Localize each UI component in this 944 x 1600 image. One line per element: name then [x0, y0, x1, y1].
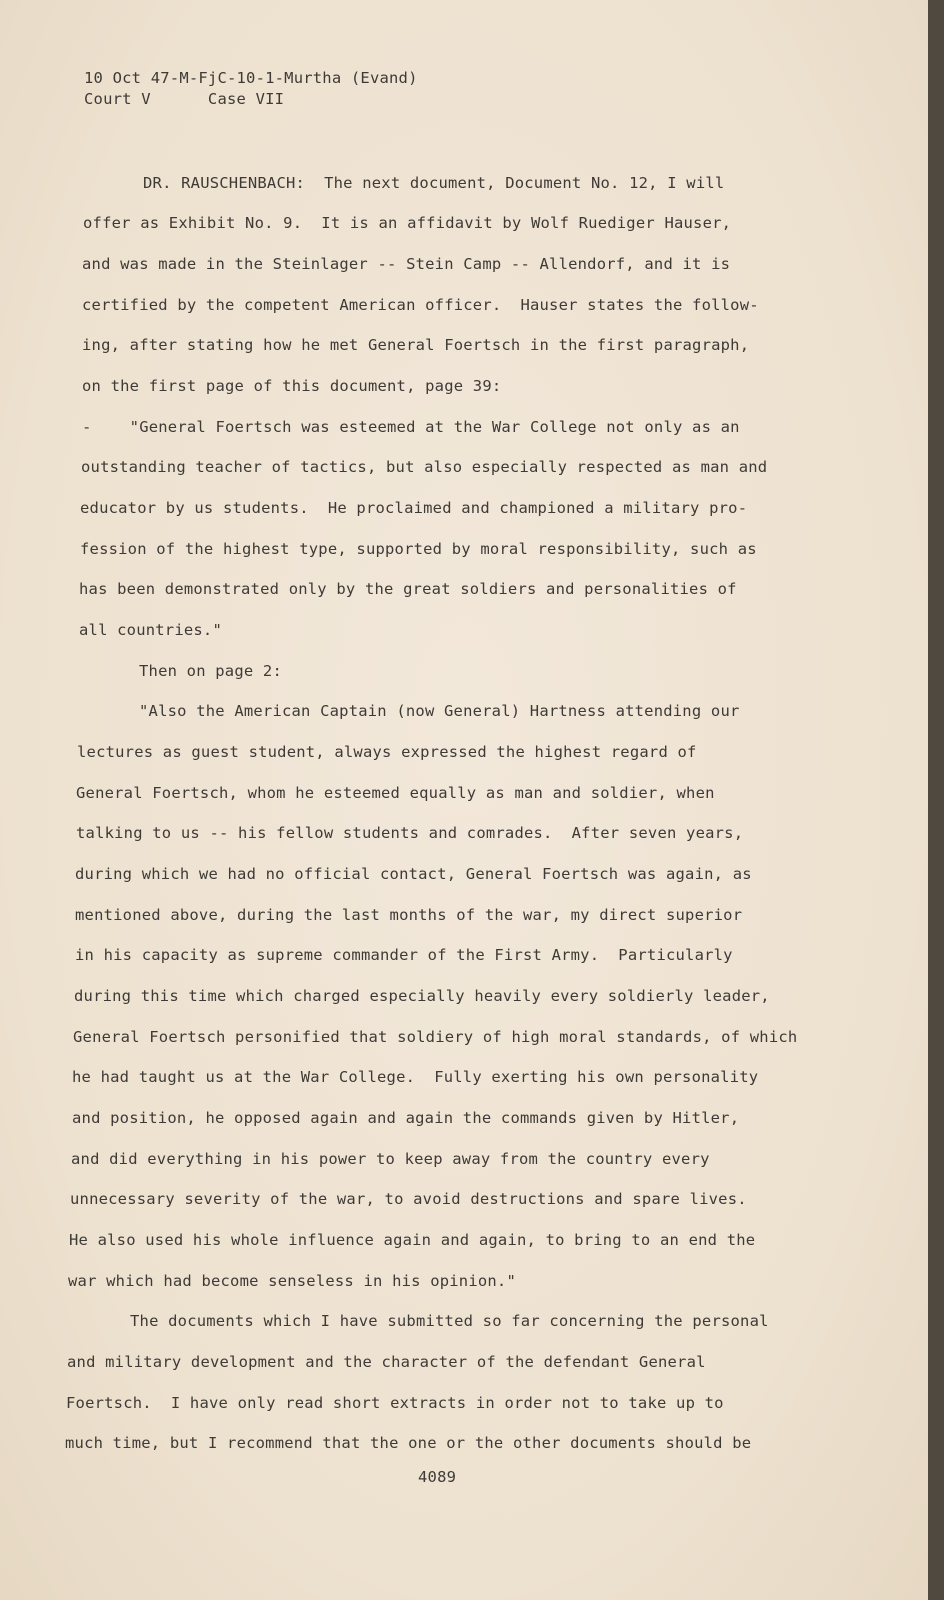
text-line: and military development and the character of the defendant General: [67, 1353, 706, 1371]
text-line: fession of the highest type, supported by moral responsibility, such as: [80, 540, 757, 558]
page-number: 4089: [418, 1468, 457, 1486]
text-line: war which had become senseless in his opinion.": [68, 1272, 516, 1290]
text-line: - "General Foertsch was esteemed at the War College not only as an: [82, 418, 740, 436]
text-line: "Also the American Captain (now General) Hartness attending our: [139, 702, 740, 720]
text-line: lectures as guest student, always expressed the highest regard of: [77, 743, 697, 761]
text-line: unnecessary severity of the war, to avoid destructions and spare lives.: [70, 1190, 747, 1208]
text-line: General Foertsch, whom he esteemed equally as man and soldier, when: [76, 784, 715, 802]
text-line: and did everything in his power to keep away from the country every: [71, 1150, 710, 1168]
text-line: and was made in the Steinlager -- Stein Camp -- Allendorf, and it is: [82, 255, 731, 273]
header-reference: 10 Oct 47-M-FjC-10-1-Murtha (Evand): [84, 69, 418, 87]
text-line: mentioned above, during the last months of the war, my direct superior: [75, 906, 743, 924]
text-line: on the first page of this document, page 39:: [82, 377, 502, 395]
scan-edge: [928, 0, 944, 1600]
text-line: all countries.": [79, 621, 222, 639]
text-line: ing, after stating how he met General Foertsch in the first paragraph,: [82, 336, 750, 354]
text-line: He also used his whole influence again and again, to bring to an end the: [69, 1231, 756, 1249]
text-line: during this time which charged especially heavily every soldierly leader,: [74, 987, 770, 1005]
text-line: has been demonstrated only by the great soldiers and personalities of: [79, 580, 737, 598]
text-line: The documents which I have submitted so far concerning the personal: [130, 1312, 769, 1330]
text-line: much time, but I recommend that the one or the other documents should be: [65, 1434, 752, 1452]
text-line: educator by us students. He proclaimed and championed a military pro-: [80, 499, 748, 517]
text-line: in his capacity as supreme commander of the First Army. Particularly: [75, 946, 733, 964]
text-line: offer as Exhibit No. 9. It is an affidavit by Wolf Ruediger Hauser,: [83, 214, 732, 232]
text-line: he had taught us at the War College. Fully exerting his own personality: [72, 1068, 759, 1086]
text-line: certified by the competent American officer. Hauser states the follow-: [82, 296, 759, 314]
text-line: and position, he opposed again and again the commands given by Hitler,: [72, 1109, 740, 1127]
text-line: outstanding teacher of tactics, but also especially respected as man and: [81, 458, 768, 476]
header-court-case: Court V Case VII: [84, 90, 285, 108]
text-line: talking to us -- his fellow students and comrades. After seven years,: [76, 824, 744, 842]
text-line: DR. RAUSCHENBACH: The next document, Document No. 12, I will: [143, 174, 725, 192]
text-line: General Foertsch personified that soldiery of high moral standards, of which: [73, 1028, 798, 1046]
text-line: Then on page 2:: [139, 662, 282, 680]
text-line: during which we had no official contact, General Foertsch was again, as: [75, 865, 752, 883]
text-line: Foertsch. I have only read short extracts in order not to take up to: [66, 1394, 724, 1412]
